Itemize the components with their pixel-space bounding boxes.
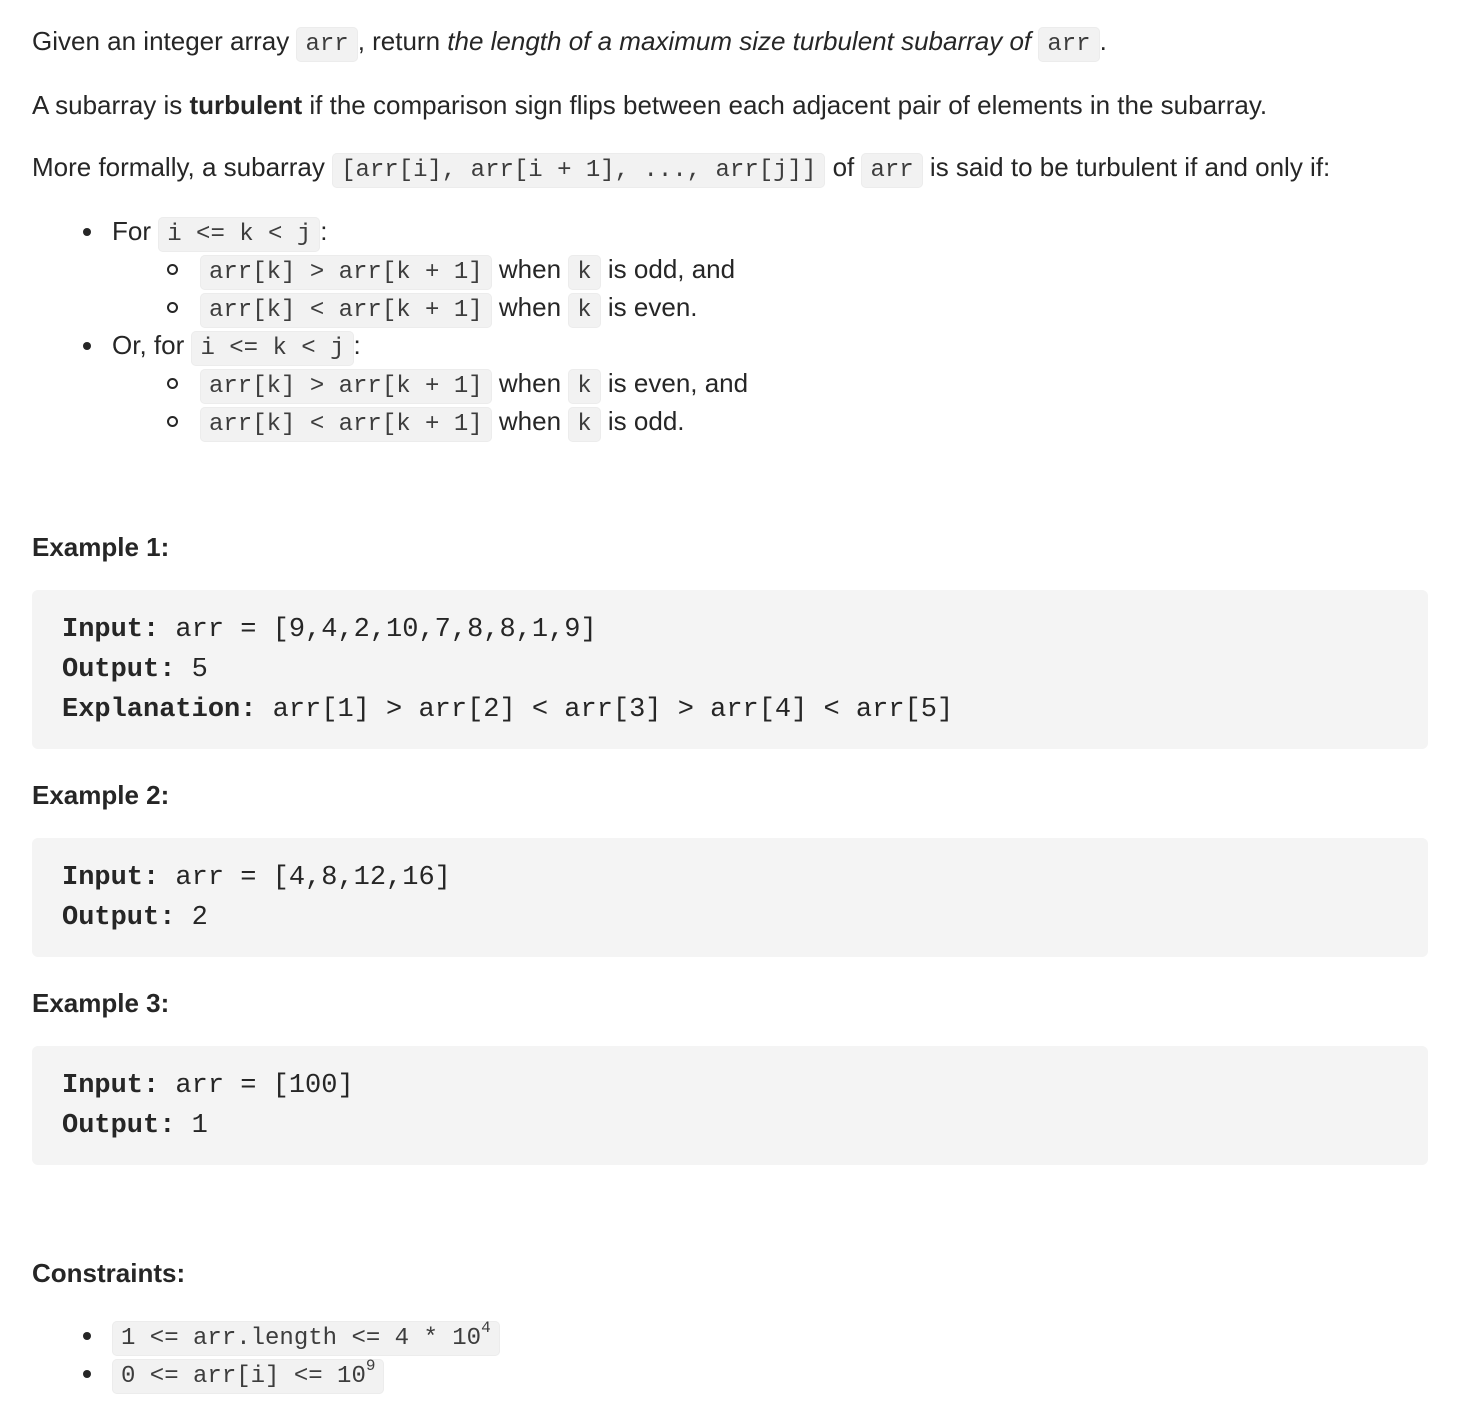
inline-code: arr[k] > arr[k + 1] xyxy=(200,255,492,290)
intro-text: . xyxy=(1099,26,1107,56)
inline-code: k xyxy=(568,293,600,328)
inline-code: k xyxy=(568,255,600,290)
intro-text: if the comparison sign flips between each adjacent pair of elements in the subarray. xyxy=(302,90,1268,120)
example-input-row xyxy=(62,610,1398,650)
inline-code: arr[k] < arr[k + 1] xyxy=(200,407,492,442)
condition-text: For xyxy=(112,216,159,246)
condition-text: when xyxy=(491,292,569,322)
condition-item xyxy=(112,326,361,364)
inline-code xyxy=(112,1359,384,1394)
constraint-code: 1 <= arr.length <= 4 * 10 xyxy=(121,1325,482,1352)
output-label: Output: xyxy=(62,1111,176,1141)
sub-condition-list xyxy=(200,250,735,326)
inline-code: arr xyxy=(1038,27,1099,62)
example-output-row xyxy=(62,650,1398,690)
inline-code: k xyxy=(568,369,600,404)
intro-paragraph-1 xyxy=(32,22,1107,64)
condition-text: is even. xyxy=(600,292,698,322)
input-value: arr = [4,8,12,16] xyxy=(159,863,451,893)
inline-code: arr[k] > arr[k + 1] xyxy=(200,369,492,404)
constraint-item xyxy=(112,1316,500,1354)
example-2-heading: Example 2: xyxy=(32,780,170,810)
constraint-code: 0 <= arr[i] <= 10 xyxy=(121,1363,366,1390)
output-value: 5 xyxy=(175,655,208,685)
intro-text: A subarray is xyxy=(32,90,190,120)
input-value: arr = [9,4,2,10,7,8,8,1,9] xyxy=(159,615,597,645)
input-label: Input: xyxy=(62,863,160,893)
condition-text: is even, and xyxy=(600,368,749,398)
inline-code xyxy=(112,1321,500,1356)
output-label: Output: xyxy=(62,655,176,685)
input-label: Input: xyxy=(62,1071,160,1101)
condition-text: Or, for xyxy=(112,330,192,360)
example-input-row xyxy=(62,858,1398,898)
condition-text: is odd. xyxy=(600,406,685,436)
condition-text: when xyxy=(491,368,569,398)
example-3-block xyxy=(32,1046,1428,1165)
example-output-row xyxy=(62,898,1398,938)
input-label: Input: xyxy=(62,615,160,645)
sub-condition-item xyxy=(200,250,735,288)
inline-code: [arr[i], arr[i + 1], ..., arr[j]] xyxy=(332,153,825,188)
intro-paragraph-3 xyxy=(32,148,1330,190)
intro-paragraph-2 xyxy=(32,86,1267,124)
input-value: arr = [100] xyxy=(159,1071,354,1101)
example-3-heading: Example 3: xyxy=(32,988,170,1018)
constraints-list xyxy=(112,1316,500,1392)
condition-text: when xyxy=(491,254,569,284)
example-2-block xyxy=(32,838,1428,957)
example-output-row xyxy=(62,1106,1398,1146)
constraint-item xyxy=(112,1354,500,1392)
inline-code: i <= k < j xyxy=(191,331,353,366)
intro-text: of xyxy=(825,152,862,182)
condition-text: is odd, and xyxy=(600,254,736,284)
sub-condition-item xyxy=(200,402,748,440)
sub-condition-item xyxy=(200,288,735,326)
inline-code: i <= k < j xyxy=(158,217,320,252)
exponent: 4 xyxy=(481,1319,491,1337)
example-1-block xyxy=(32,590,1428,749)
inline-code: k xyxy=(568,407,600,442)
inline-code: arr xyxy=(296,27,357,62)
condition-text: : xyxy=(353,330,361,360)
example-input-row xyxy=(62,1066,1398,1106)
output-label: Output: xyxy=(62,903,176,933)
intro-text: Given an integer array xyxy=(32,26,297,56)
intro-text: , return xyxy=(357,26,448,56)
intro-text: More formally, a subarray xyxy=(32,152,333,182)
condition-text: when xyxy=(491,406,569,436)
output-value: 1 xyxy=(175,1111,208,1141)
condition-text: : xyxy=(320,216,328,246)
example-explanation-row xyxy=(62,690,1398,730)
condition-list xyxy=(112,212,328,250)
condition-list xyxy=(112,326,361,364)
sub-condition-item xyxy=(200,364,748,402)
exponent: 9 xyxy=(365,1357,376,1375)
emphasis-text: the length of a maximum size turbulent subarray of xyxy=(447,26,1032,56)
intro-text: is said to be turbulent if and only if: xyxy=(922,152,1331,182)
explanation-value: arr[1] > arr[2] < arr[3] > arr[4] < arr[5] xyxy=(256,695,954,725)
constraints-heading: Constraints: xyxy=(32,1258,186,1288)
inline-code: arr xyxy=(861,153,922,188)
bold-term: turbulent xyxy=(189,90,303,120)
explanation-label: Explanation: xyxy=(62,695,257,725)
sub-condition-list xyxy=(200,364,748,440)
example-1-heading: Example 1: xyxy=(32,532,170,562)
condition-item xyxy=(112,212,328,250)
output-value: 2 xyxy=(175,903,208,933)
inline-code: arr[k] < arr[k + 1] xyxy=(200,293,492,328)
